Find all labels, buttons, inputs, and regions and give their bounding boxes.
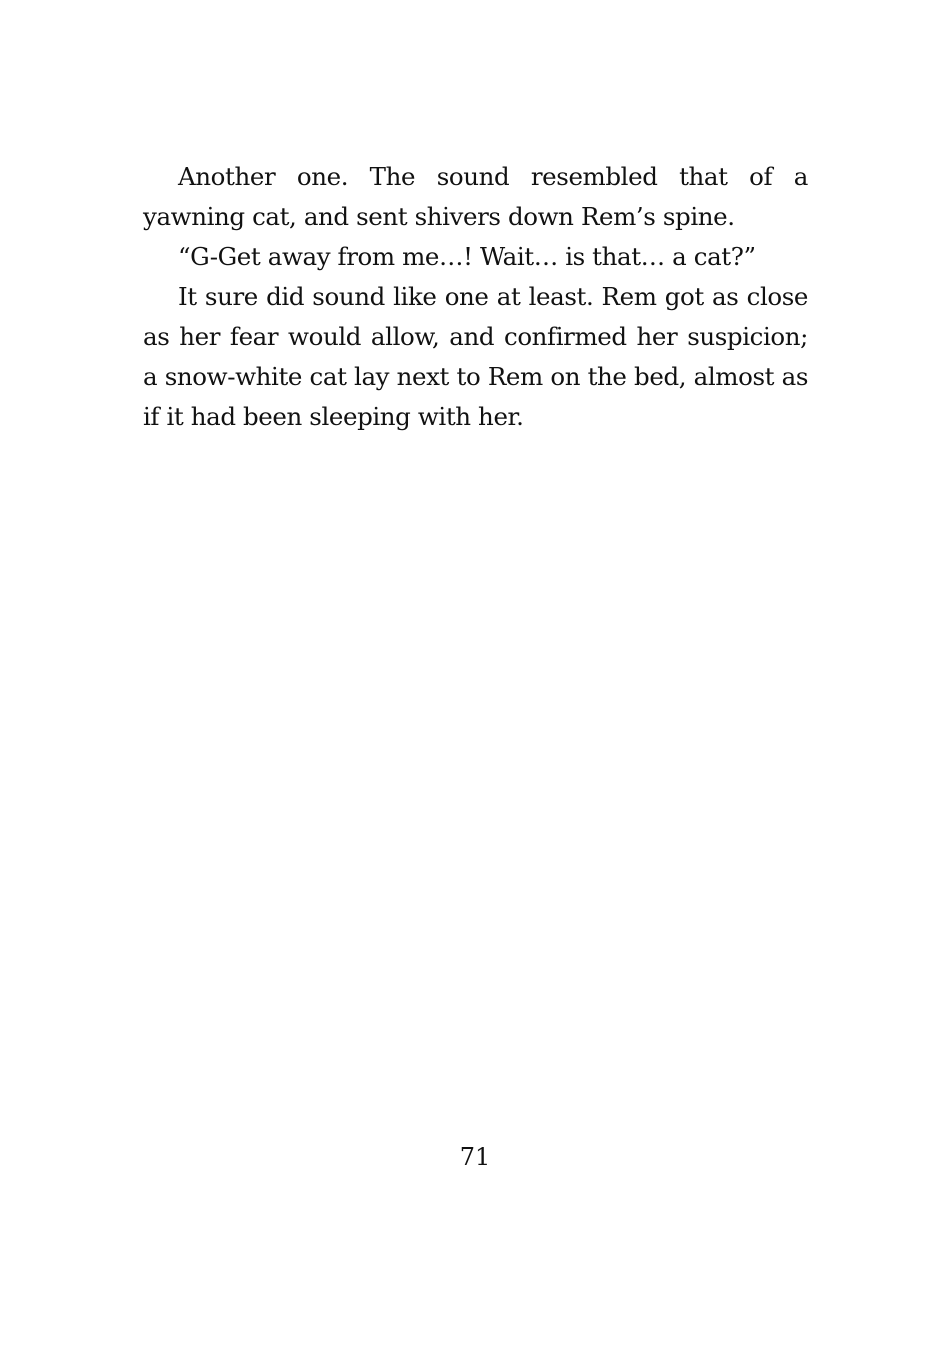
paragraph: Another one. The sound resembled that of a yawning cat, and sent shivers down Rem’s spine.	[143, 162, 808, 231]
paragraph: “G-Get away from me…! Wait… is that… a cat?”	[178, 242, 756, 271]
page-number: 71	[459, 1143, 491, 1171]
body-text	[143, 157, 808, 437]
paragraph: It sure did sound like one at least. Rem got as close as her fear would allow, and confirmed her suspicion; a snow-white cat lay next to Rem on the bed, almost as if it had been sleeping with her.	[143, 282, 808, 431]
